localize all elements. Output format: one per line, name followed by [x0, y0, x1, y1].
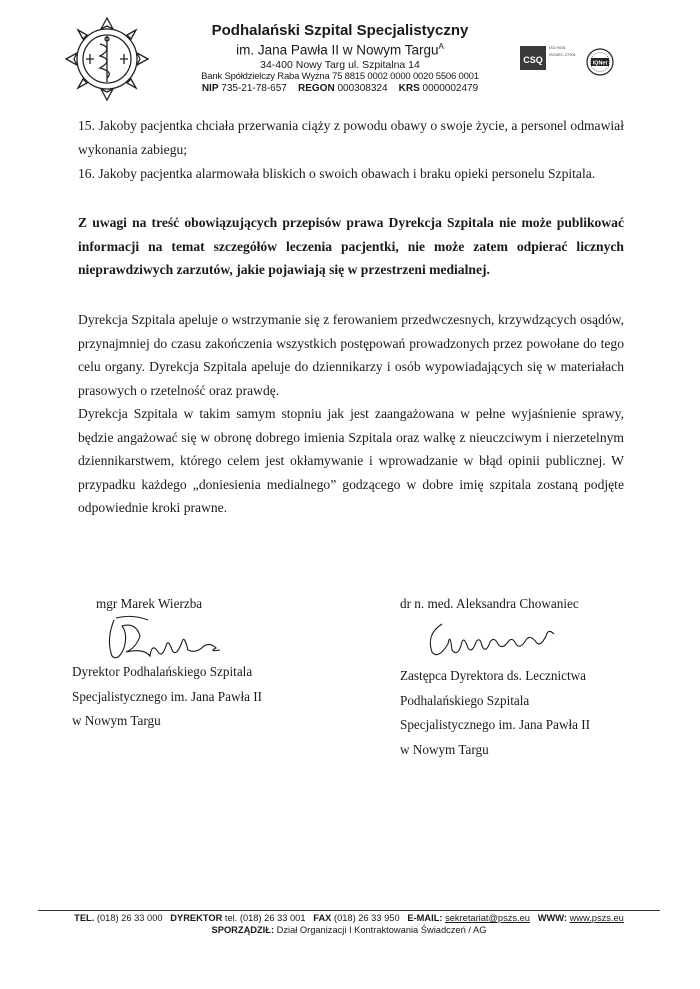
right-signatory-name: dr n. med. Aleksandra Chowaniec	[400, 596, 579, 611]
left-signatory-role: Dyrektor Podhalańskiego Szpitala Specjalistycznego im. Jana Pawła II w Nowym Targu	[72, 664, 263, 728]
svg-text:ISO/IEC 27001: ISO/IEC 27001	[549, 52, 576, 57]
hospital-patron: im. Jana Pawła II w Nowym Targu$^A$	[236, 42, 444, 58]
svg-text:ISO 9001: ISO 9001	[549, 45, 566, 50]
statement-paragraph: Z uwagi na treść obowiązujących przepisów prawa Dyrekcja Szpitala nie może publikować informacji na temat szczegółów leczenia pacjentki, nie może zatem odpierać licznych nieprawdziwych zarzutów, jakie pojawiają się w przestrzeni medialnej.	[78, 215, 624, 277]
footer-email-link[interactable]: sekretariat@pszs.eu	[445, 913, 530, 923]
item-15: 15. Jakoby pacjentka chciała przerwania ciąży z powodu obawy o swoje życie, a personel odmawiał wykonania zabiegu;	[78, 118, 624, 157]
right-handwritten-signature	[418, 614, 568, 669]
hospital-name: Podhalański Szpital Specjalistyczny	[211, 22, 469, 39]
footer-divider	[38, 910, 660, 911]
right-signatory-role: Zastępca Dyrektora ds. Lecznictwa Podhalańskiego Szpitala Specjalistycznego im. Jana Pawła II w Nowym Targu	[400, 668, 591, 757]
appeal-paragraph-1: Dyrekcja Szpitala apeluje o wstrzymanie się z ferowaniem przedwczesnych, krzywdzących osądów, przynajmniej do czasu zakończenia wszystkich postępowań prowadzonych przez powołane do tego celu organy. Dyrekcja Szpitala apeluje do dziennikarzy i osób wypowiadających się w materiałach prasowych o rzetelność oraz prawdę.	[78, 312, 624, 398]
item-16: 16. Jakoby pacjentka alarmowała bliskich o swoich obawach i braku opieki personelu Szpitala.	[78, 166, 596, 181]
hospital-emblem-icon	[58, 10, 156, 108]
svg-text:CSQ: CSQ	[523, 55, 543, 65]
appeal-paragraph-2: Dyrekcja Szpitala w takim samym stopniu jak jest zaangażowana w pełne wyjaśnienie sprawy, będzie angażować się w obronę dobrego imienia Szpitala oraz walkę z nieuczciwym i nierzetelnym dziennikarstwem, którego celem jest okłamywanie i wprowadzanie w błąd opinii publicznej. W przypadku każdego „doniesienia medialnego” godzącego w dobre imię szpitala zostaną podjęte odpowiednie kroki prawne.	[78, 406, 624, 515]
footer-contacts: TEL. (018) 26 33 000 DYREKTOR tel. (018) 26 33 001 FAX (018) 26 33 950 E-MAIL: sekretariat@pszs.eu WWW: www.pszs.eu	[74, 913, 624, 923]
bank-account: Bank Spółdzielczy Raba Wyżna 75 8815 0002 0000 0020 5506 0001	[201, 71, 479, 82]
certification-logos	[520, 40, 615, 80]
svg-text:IQNet: IQNet	[592, 60, 608, 67]
footer-www-link[interactable]: www.pszs.eu	[569, 913, 624, 923]
left-signatory-name: mgr Marek Wierzba	[96, 596, 203, 611]
footer-prepared-by: SPORZĄDZIŁ: Dział Organizacji I Kontraktowania Świadczeń / AG	[211, 925, 487, 935]
patron-mark: A	[438, 42, 444, 51]
registration-ids: NIP 735-21-78-657 REGON 000308324 KRS 0000002479	[201, 83, 479, 94]
hospital-address: 34-400 Nowy Targ ul. Szpitalna 14	[260, 59, 420, 71]
